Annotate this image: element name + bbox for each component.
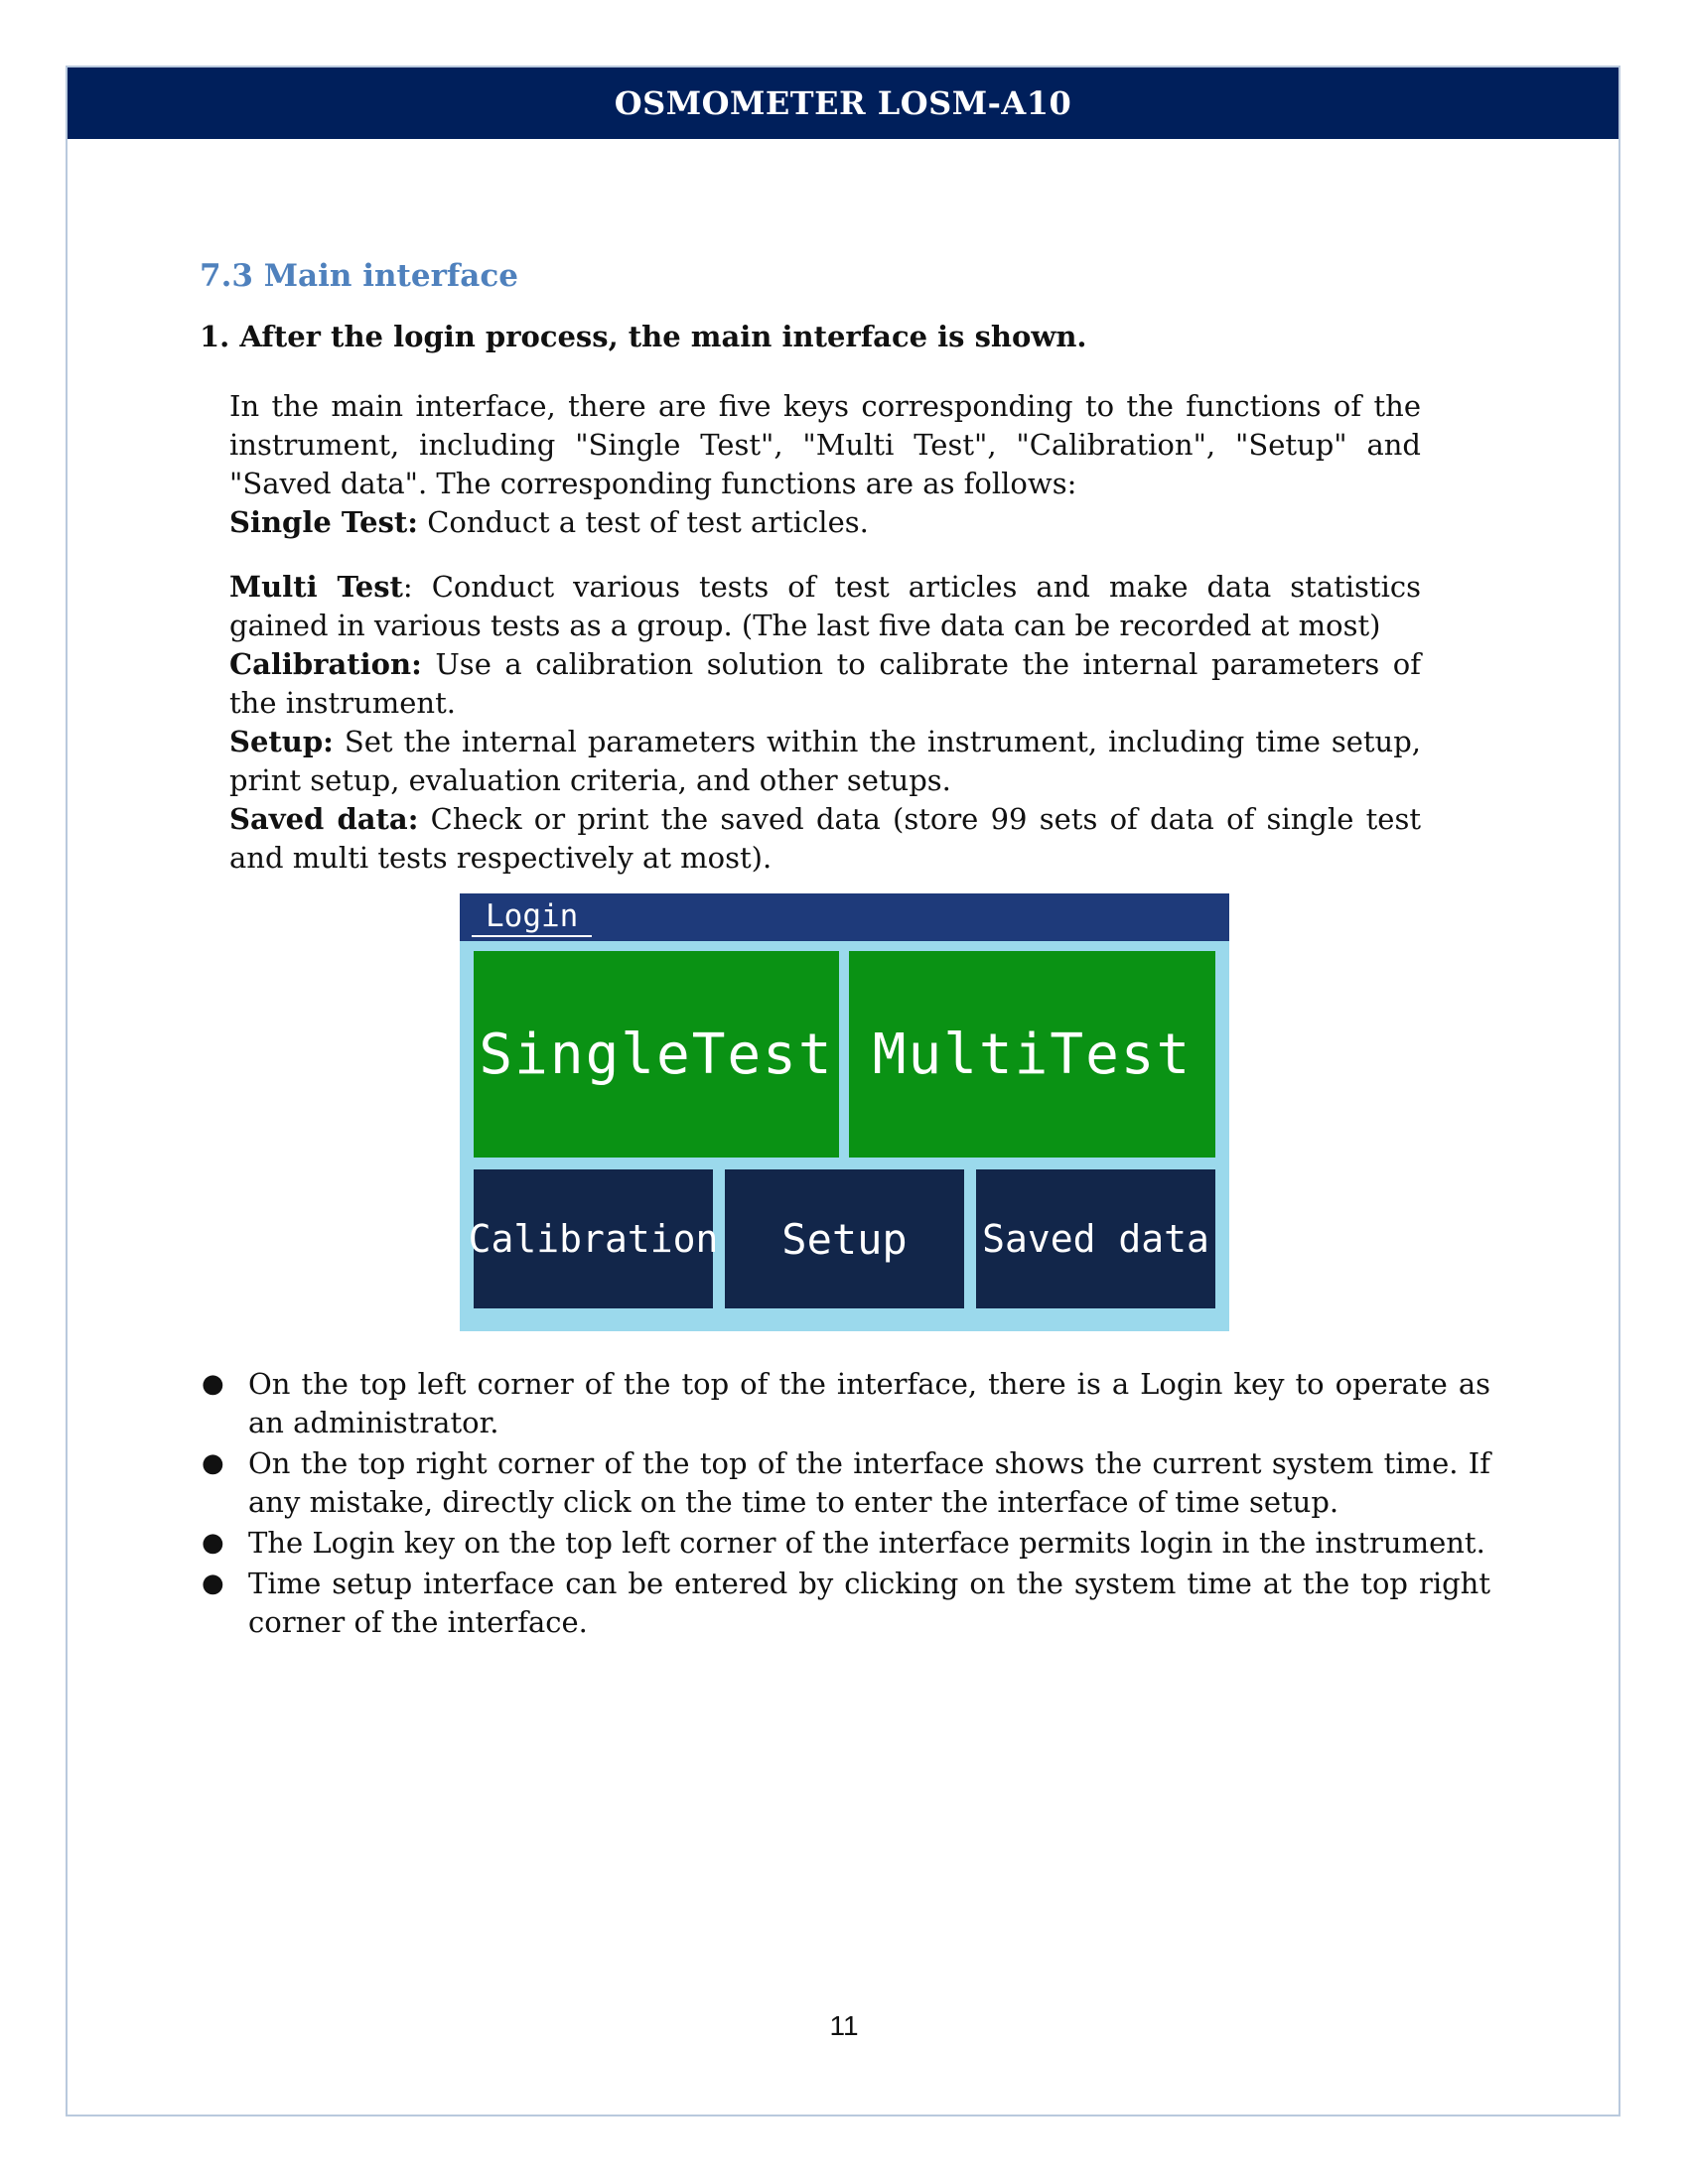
list-item: [200, 1524, 1490, 1563]
list-item-text: On the top right corner of the top of the interface shows the current system time. If any mistake, directly click on the time to enter the interface of time setup.: [248, 1446, 1490, 1519]
single-test-key[interactable]: SingleTest: [474, 951, 839, 1158]
calibration-key[interactable]: Calibration: [474, 1169, 713, 1308]
function-description: : Conduct various tests of test articles and make data statistics gained in various tests as a group. (The last five data can be recorded at most): [229, 570, 1421, 642]
function-label: Setup:: [229, 725, 334, 758]
list-item-text: The Login key on the top left corner of the interface permits login in the instrument.: [248, 1526, 1485, 1560]
setup-key[interactable]: Setup: [725, 1169, 964, 1308]
saved-data-key[interactable]: Saved data: [976, 1169, 1215, 1308]
bullet-icon: ●: [202, 1448, 224, 1478]
function-saved-data: [229, 800, 1421, 878]
document-header: [68, 68, 1618, 139]
function-label: Saved data:: [229, 802, 419, 836]
function-multi-test: [229, 568, 1421, 645]
function-calibration: [229, 645, 1421, 723]
device-top-bar: [460, 893, 1229, 941]
bullet-icon: ●: [202, 1369, 224, 1399]
intro-paragraph: In the main interface, there are five keys corresponding to the functions of the instrument, including "Single Test", "Multi Test", "Calibration", "Setup" and "Saved data". The corresponding functions are as follows:: [229, 389, 1421, 500]
function-description: Use a calibration solution to calibrate the internal parameters of the instrument.: [229, 647, 1421, 720]
multi-test-key[interactable]: MultiTest: [849, 951, 1215, 1158]
function-single-test: [229, 503, 1421, 542]
document-title: OSMOMETER LOSM-A10: [614, 84, 1072, 122]
list-item-text: Time setup interface can be entered by clicking on the system time at the top right corner of the interface.: [248, 1567, 1490, 1639]
bullet-icon: ●: [202, 1528, 224, 1558]
page-number: 11: [829, 2010, 859, 2041]
list-item-text: On the top left corner of the top of the interface, there is a Login key to operate as an administrator.: [248, 1367, 1490, 1439]
function-setup: [229, 723, 1421, 800]
list-item: [200, 1444, 1490, 1522]
function-label: Single Test:: [229, 505, 419, 539]
section-heading: 7.3 Main interface: [200, 258, 518, 294]
function-description: Conduct a test of test articles.: [418, 505, 869, 539]
function-description: Check or print the saved data (store 99 sets of data of single test and multi tests respectively at most).: [229, 802, 1422, 875]
bullet-list: [200, 1365, 1490, 1644]
list-item: [200, 1565, 1490, 1642]
list-item: [200, 1365, 1490, 1442]
main-interface-screenshot: [460, 893, 1229, 1331]
function-description: Set the internal parameters within the instrument, including time setup, print setup, evaluation criteria, and other setups.: [229, 725, 1421, 797]
function-label: Multi Test: [229, 570, 403, 604]
function-label: Calibration:: [229, 647, 422, 681]
login-key[interactable]: Login: [472, 897, 592, 937]
sub-heading: 1. After the login process, the main interface is shown.: [200, 320, 1087, 353]
bullet-icon: ●: [202, 1569, 224, 1598]
